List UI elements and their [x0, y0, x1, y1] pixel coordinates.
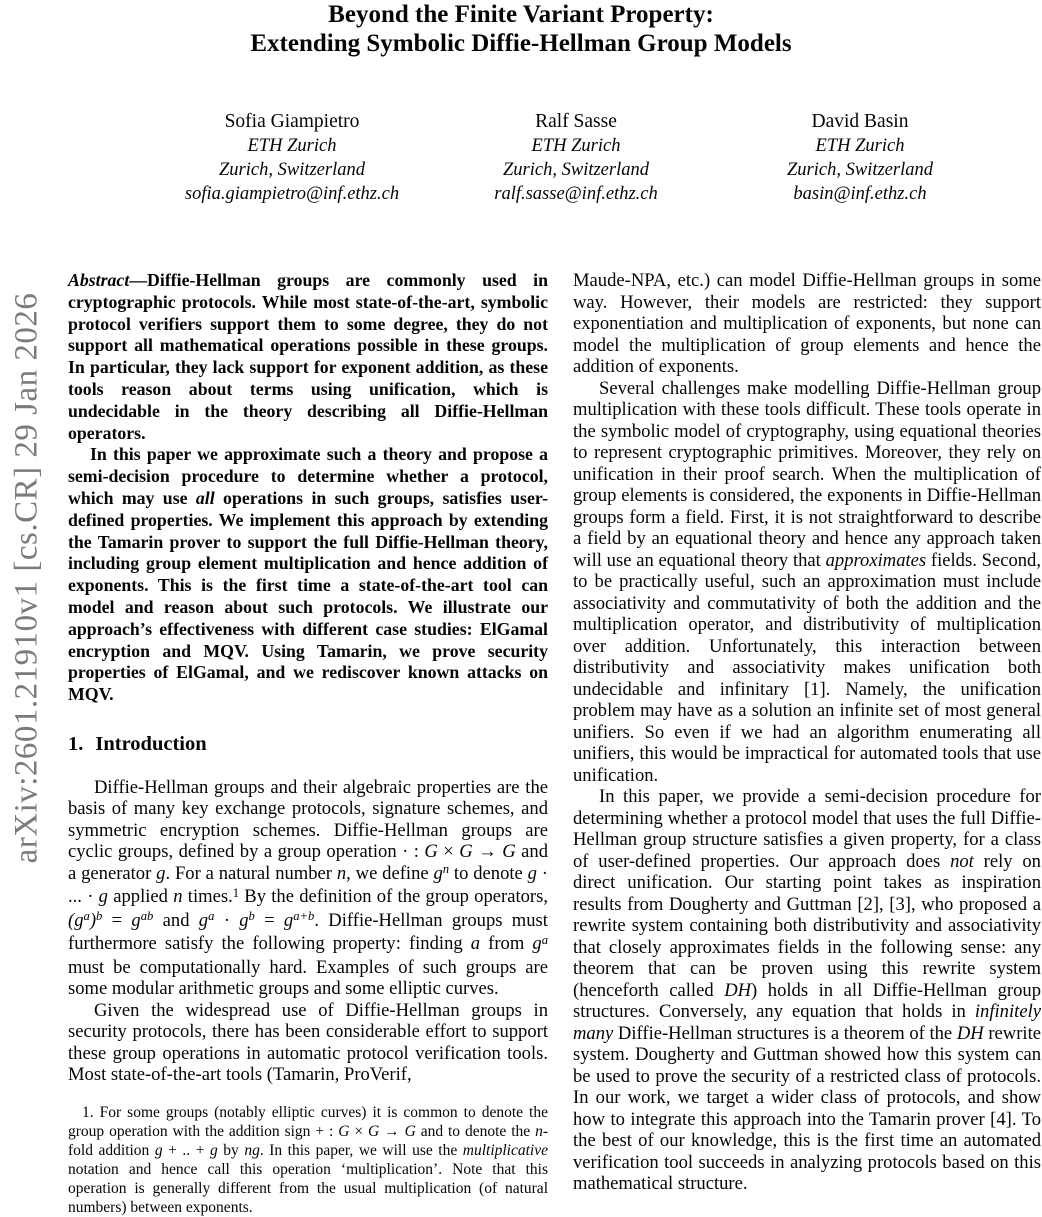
right-paragraph-2: Several challenges make modelling Diffie-Hellman group multiplication with these tools difficult. These tools operate in the symbolic model of cryptography, using equational theories to represent cryptographic primitives. Moreover, they rely on unification in their proof search. When the multiplication of group elements is considered, the exponents in Diffie-Hellman groups form a field. First, it is not straightforward to describe a field by an equational theory and hence any approach taken will use an equational theory that approximates fields. Second, to be practically useful, such an approximation must include associativity and commutativity of both the addition and the multiplication operator, and distributivity of multiplication over addition. Unfortunately, this interaction between distributivity and associativity makes unification both undecidable and infinitary [1]. Namely, the unification problem may have as a solution an infinite set of most general unifiers. So even if we had an algorithm enumerating all unifiers, this would be impractical for automated tools that use unification.	[573, 377, 1042, 786]
authors-row	[150, 110, 1002, 206]
section-title: Introduction	[95, 732, 207, 755]
intro-paragraph-2: Given the widespread use of Diffie-Hellman groups in security protocols, there has been considerable effort to support these group operations in automatic protocol verification tools. Most state-of-the-art tools (Tamarin, ProVerif,	[68, 999, 548, 1086]
author-location: Zurich, Switzerland	[503, 160, 649, 180]
paper-title	[0, 0, 1042, 58]
author-block-sasse	[434, 110, 718, 206]
author-location: Zurich, Switzerland	[787, 160, 933, 180]
author-block-giampietro	[150, 110, 434, 206]
author-affiliation: ETH Zurich	[531, 136, 621, 156]
left-column	[68, 270, 548, 1217]
abstract-paragraph-1: Abstract—Diffie-Hellman groups are commonly used in cryptographic protocols. While most state-of-the-art, symbolic protocol verifiers support them to some degree, they do not support all mathematical operations possible in these groups. In particular, they lack support for exponent addition, as these tools reason about terms using unification, which is undecidable in the theory describing all Diffie-Hellman operators.	[68, 270, 548, 443]
author-email: basin@inf.ethz.ch	[793, 184, 927, 204]
author-name: Sofia Giampietro	[224, 111, 360, 132]
body-columns	[68, 270, 1041, 1217]
title-line-1: Beyond the Finite Variant Property:	[328, 1, 714, 28]
author-email: ralf.sasse@inf.ethz.ch	[494, 184, 658, 204]
right-paragraph-3: In this paper, we provide a semi-decision procedure for determining whether a protocol model that uses the full Diffie-Hellman group structure satisfies a given property, for a class of user-defined properties. Our approach does not rely on direct unification. Our starting point takes as inspiration results from Dougherty and Guttman [2], [3], who proposed a rewrite system containing both distributivity and associativity that closely approximates fields in the following sense: any theorem that can be proven using this rewrite system (henceforth called DH) holds in all Diffie-Hellman group structures. Conversely, any equation that holds in infinitely many Diffie-Hellman structures is a theorem of the DH rewrite system. Dougherty and Guttman showed how this system can be used to prove the security of a restricted class of protocols. In our work, we target a wider class of protocols, and show how to integrate this approach into the Tamarin prover [4]. To the best of our knowledge, this is the first time an automated verification tool succeeds in analyzing protocols based on this mathematical structure.	[573, 786, 1041, 1194]
right-column	[573, 270, 1041, 1217]
author-name: Ralf Sasse	[535, 111, 617, 132]
abstract-paragraph-2: In this paper we approximate such a theory and propose a semi-decision procedure to determine whether a protocol, which may use all operations in such groups, satisfies user-defined properties. We implement this approach by extending the Tamarin prover to support the full Diffie-Hellman theory, including group element multiplication and hence addition of exponents. This is the first time a state-of-the-art tool can model and reason about such protocols. We illustrate our approach’s effectiveness with different case studies: ElGamal encryption and MQV. Using Tamarin, we prove security properties of ElGamal, and we rediscover known attacks on MQV.	[68, 444, 548, 705]
author-name: David Basin	[811, 111, 909, 132]
right-paragraph-1: Maude-NPA, etc.) can model Diffie-Hellman groups in some way. However, their models are restricted: they support exponentiation and multiplication of exponents, but none can model the multiplication of group elements and hence the addition of exponents.	[573, 270, 1041, 377]
arxiv-watermark: arXiv:2601.21910v1 [cs.CR] 29 Jan 2026	[8, 292, 45, 864]
author-affiliation: ETH Zurich	[247, 136, 337, 156]
author-block-basin	[718, 110, 1002, 206]
section-number: 1.	[68, 732, 84, 755]
author-location: Zurich, Switzerland	[219, 160, 365, 180]
footnote-1: 1. For some groups (notably elliptic curves) it is common to denote the group operation with the addition sign + : G × G → G and to denote the n-fold addition g + .. + g by ng. In this paper, we will use the multiplicative notation and hence call this operation ‘multiplication’. Note that this operation is generally different from the usual multiplication (of natural numbers) between exponents.	[68, 1103, 548, 1216]
author-email: sofia.giampietro@inf.ethz.ch	[184, 184, 400, 204]
author-affiliation: ETH Zurich	[815, 136, 905, 156]
title-line-2: Extending Symbolic Diffie-Hellman Group Models	[250, 30, 792, 57]
section-heading-introduction	[68, 733, 548, 756]
intro-paragraph-1: Diffie-Hellman groups and their algebraic properties are the basis of many key exchange protocols, signature schemes, and symmetric encryption schemes. Diffie-Hellman groups are cyclic groups, defined by a group operation · : G × G → G and a generator g. For a natural number n, we define $g^n$ to denote g · ... · g applied n times.$^1$ By the definition of the group operators, $(g^a)^b = g^{ab}$ and $g^a \cdot g^b = g^{a+b}$. Diffie-Hellman groups must furthermore satisfy the following property: finding a from $g^a$ must be computationally hard. Examples of such groups are some modular arithmetic groups and some elliptic curves.	[68, 776, 549, 1000]
